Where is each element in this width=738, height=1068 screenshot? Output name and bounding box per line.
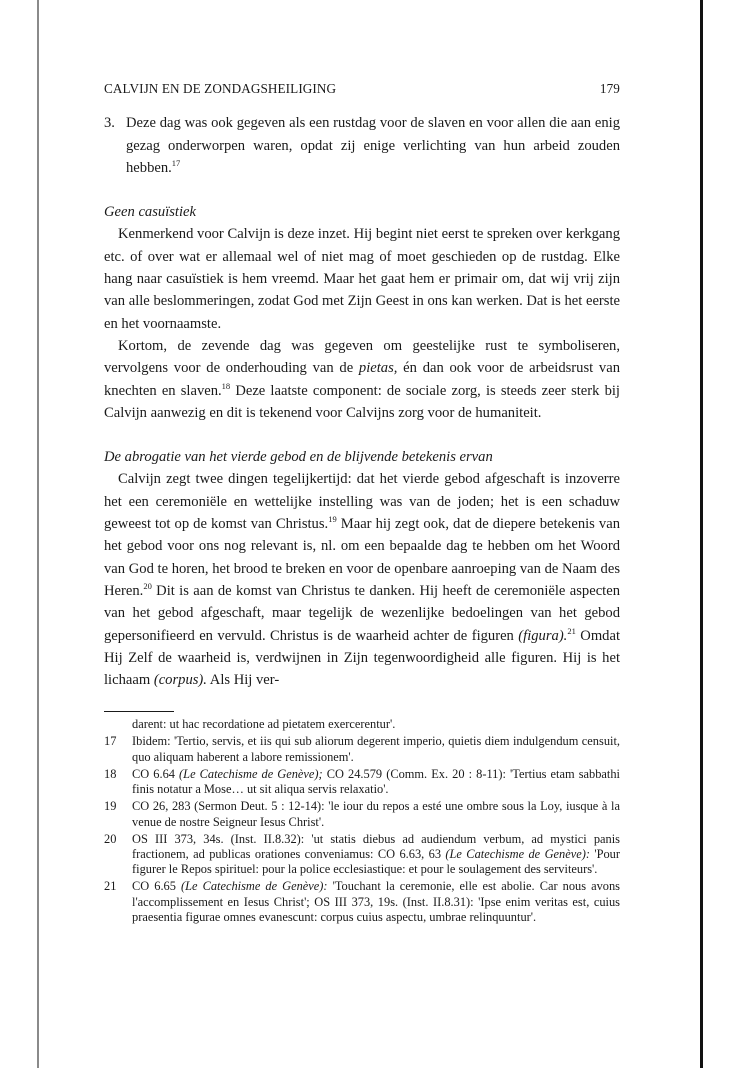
point-text-body: Deze dag was ook gegeven als een rustdag voor de slaven en voor allen die aan enig gezag onderworpen waren, opdat zij enige verlichting van hun arbeid zouden hebben. — [126, 115, 620, 176]
page-number: 179 — [599, 81, 620, 96]
footnote-ref-20[interactable]: 20 — [143, 581, 152, 592]
footnote-18 — [104, 767, 620, 798]
footnote-ref-21[interactable]: 21 — [567, 625, 576, 636]
section-heading-casuistiek: Geen casuïstiek — [104, 204, 196, 221]
term-corpus: (corpus). — [153, 672, 207, 689]
footnote-italic-title: (Le Catechisme de Genève); — [179, 766, 323, 781]
numbered-point-3 — [104, 112, 620, 179]
footnote-continuation: darent: ut hac recordatione ad pietatem exercerentur'. — [132, 717, 396, 732]
paragraph-2-part-b: én dan ook voor de arbeidsrust van knechten en slaven. — [104, 360, 620, 399]
footnote-number: 20 — [104, 831, 117, 846]
footnote-text-part: OS III 373, 34s. (Inst. II.8.32): 'ut statis diebus ad audiendum verbum, ad mystici panis fractionem, ad publicas orationes conveniamus: CO 6.63, 63 — [132, 831, 620, 862]
footnote-text-part: CO 6.64 — [132, 766, 180, 781]
running-head — [104, 78, 620, 100]
footnote-number: 19 — [104, 799, 117, 814]
paragraph-3-part-d: Omdat Hij Zelf de waarheid is, verdwijnen in Zijn tegenwoordigheid alle figuren. Hij is het lichaam — [104, 627, 620, 689]
point-number: 3. — [104, 115, 115, 132]
page-edge-right — [700, 0, 703, 1068]
paragraph-3 — [104, 468, 620, 691]
page-edge-left — [37, 0, 39, 1068]
footnote-ref-17[interactable]: 17 — [171, 158, 181, 169]
term-figura: (figura). — [518, 627, 568, 644]
footnote-ref-19[interactable]: 19 — [328, 514, 337, 525]
paragraph-3-part-e: Als Hij ver- — [206, 672, 280, 689]
footnote-number: 17 — [104, 734, 117, 749]
footnote-text: CO 26, 283 (Sermon Deut. 5 : 12-14): 'le iour du repos a esté une ombre sous la Loy, iusque à la venue de nostre Seigneur Iesus Christ'. — [132, 799, 620, 829]
footnote-text-part: 'Pour figurer le Repos spirituel: pour la police ecclesiastique: et pour le soulagement des serviteurs'. — [132, 847, 620, 877]
footnote-text-part: 'Touchant la ceremonie, elle est abolie. Car nous avons l'accomplissement en Iesus Christ'; OS III 373, 19s. (Inst. II.8.31): 'Ipse enim veritas est, cuius praesentia figurae omnes evanescunt: corpus cuius aspectu, umbrae relinquuntur'. — [132, 879, 620, 925]
running-head-title: CALVIJN EN DE ZONDAGSHEILIGING — [104, 81, 337, 96]
footnote-text-part: CO 6.65 — [132, 879, 181, 894]
paragraph-1: Kenmerkend voor Calvijn is deze inzet. Hij begint niet eerst te spreken over kerkgang etc. of over wat er allemaal wel of niet mag of moet geschieden op de rustdag. Elke hang naar casuïstiek is hem vreemd. Maar het gaat hem er primair om, dat wij vrij zijn van alle beslommeringen, zodat God met Zijn Geest in ons kan werken. Dat is het eerste en het voornaamste. — [104, 226, 620, 332]
footnote-text-part: CO 24.579 (Comm. Ex. 20 : 8-11): 'Tertius etam sabbathi finis notatur a Mose… ut sit aliqua servis relaxatio'. — [132, 766, 621, 797]
footnote-number: 18 — [104, 766, 117, 781]
footnote-text — [132, 832, 620, 878]
document-page — [104, 78, 620, 927]
paragraph-3-part-c: Dit is aan de komst van Christus te danken. Hij heeft de ceremoniële aspecten van het gebod afgeschaft, maar tegelijk de wezenlijke bedoelingen van het gebod gepersonifieerd en vervuld. Christus is de waarheid achter de figuren — [104, 582, 620, 644]
footnote-italic-title: (Le Catechisme de Genève): — [445, 847, 590, 862]
footnote-italic-title: (Le Catechisme de Genève): — [181, 879, 328, 894]
footnote-ref-18[interactable]: 18 — [221, 380, 231, 391]
footnote-text: Ibidem: 'Tertio, servis, et iis qui sub aliorum degerent imperio, quietis diem indulgendum censuit, quo aliquam haberent a labore remissionem'. — [132, 734, 620, 764]
point-text — [126, 112, 620, 179]
footnote-19 — [104, 799, 620, 830]
paragraph-2-part-c: Deze laatste component: de sociale zorg, is steeds zeer sterk bij Calvijn aanwezig en dit is tekenend voor Calvijns zorg voor de humaniteit. — [104, 382, 620, 421]
term-pietas: pietas, — [358, 360, 398, 377]
footnote-number: 21 — [104, 879, 117, 894]
paragraph-2-part-a: Kortom, de zevende dag was gegeven om geestelijke rust te symboliseren, vervolgens voor de onderhouding van de — [104, 337, 620, 377]
footnote-text — [132, 767, 620, 798]
footnote-separator — [104, 711, 174, 712]
section-heading-abrogatie: De abrogatie van het vierde gebod en de blijvende betekenis ervan — [104, 449, 493, 466]
footnote-20 — [104, 832, 620, 878]
footnote-text — [132, 879, 620, 925]
paragraph-2 — [104, 335, 620, 424]
paragraph-3-part-b: Maar hij zegt ook, dat de diepere betekenis van het gebod voor ons nog relevant is, nl. om een bepaalde dag te hebben om het Woord van God te horen, het brood te breken en voor de openbare aanroeping van de Naam des Heren. — [104, 516, 620, 599]
footnotes — [104, 717, 620, 925]
paragraph-3-part-a: Calvijn zegt twee dingen tegelijkertijd: dat het vierde gebod afgeschaft is inzoverre het een ceremoniële en wettelijke instelling was van de joden; het is een schaduw geweest tot op de komst van Christus. — [104, 471, 620, 533]
footnote-21 — [104, 879, 620, 925]
footnote-17 — [104, 734, 620, 765]
